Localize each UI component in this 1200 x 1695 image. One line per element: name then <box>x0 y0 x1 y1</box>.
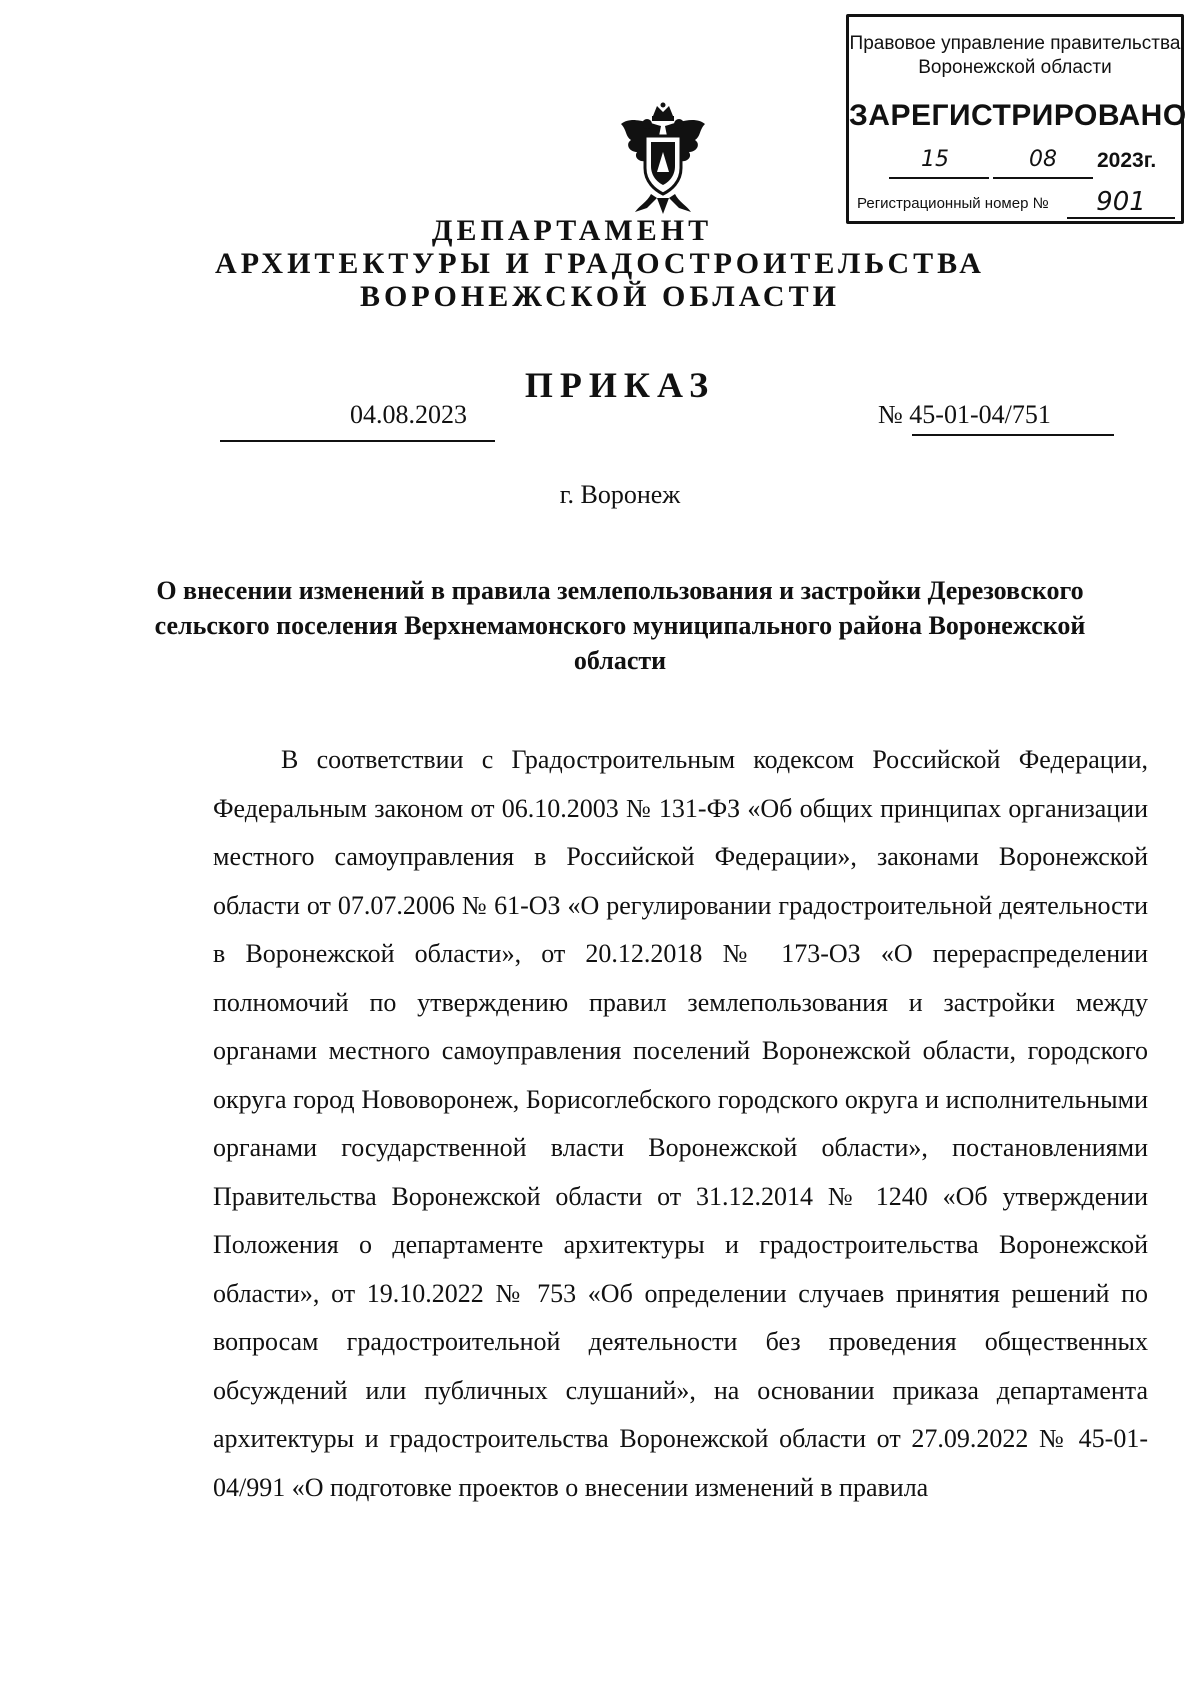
registration-stamp <box>846 14 1187 224</box>
document-title: О внесении изменений в правила землепользования и застройки Дерезовского сельского поселения Верхнемамонского муниципального района Воронежской области <box>154 576 1086 675</box>
department-title-line3: ВОРОНЕЖСКОЙ ОБЛАСТИ <box>360 280 840 313</box>
order-number: № 45-01-04/751 <box>878 400 1051 429</box>
stamp-date-month-underline <box>993 177 1093 179</box>
stamp-org-line1: Правовое управление правительства <box>849 33 1181 54</box>
stamp-date-month: 08 <box>1029 147 1057 172</box>
order-date-underline <box>220 440 495 442</box>
order-date: 04.08.2023 <box>350 400 467 429</box>
stamp-date-day: 15 <box>921 147 949 172</box>
stamp-date <box>889 147 1161 181</box>
stamp-reg-number: 901 <box>1096 187 1146 217</box>
coat-of-arms-emblem <box>617 102 709 216</box>
document-body-paragraph: В соответствии с Градостроительным кодексом Российской Федерации, Федеральным законом от 06.10.2003 № 131-ФЗ «Об общих принципах организации местного самоуправления в Российской Федерации», законами Воронежской области от 07.07.2006 № 61-ОЗ «О регулировании градостроительной деятельности в Воронежской области», от 20.12.2018 № 173-ОЗ «О перераспределении полномочий по утверждению правил землепользования и застройки между органами местного самоуправления поселений Воронежской области, городского округа город Нововоронеж, Борисоглебского городского округа и исполнительными органами государственной власти Воронежской области», постановлениями Правительства Воронежской области от 31.12.2014 № 1240 «Об утверждении Положения о департаменте архитектуры и градостроительства Воронежской области», от 19.10.2022 № 753 «Об определении случаев принятия решений по вопросам градостроительной деятельности без проведения общественных обсуждений или публичных слушаний», на основании приказа департамента архитектуры и градостроительства Воронежской области от 27.09.2022 № 45-01-04/991 «О подготовке проектов о внесении изменений в правила <box>213 745 1148 1502</box>
order-heading: ПРИКАЗ <box>524 365 716 405</box>
stamp-date-day-underline <box>889 177 989 179</box>
department-title-line2: АРХИТЕКТУРЫ И ГРАДОСТРОИТЕЛЬСТВА <box>215 247 985 280</box>
stamp-date-year: 2023г. <box>1097 149 1157 172</box>
stamp-status: ЗАРЕГИСТРИРОВАНО <box>849 99 1187 132</box>
order-number-underline <box>912 434 1114 436</box>
order-city: г. Воронеж <box>559 480 681 509</box>
stamp-org-line2: Воронежской области <box>918 57 1112 78</box>
department-title-line1: ДЕПАРТАМЕНТ <box>431 214 713 247</box>
stamp-reg-label: Регистрационный номер № <box>857 195 1049 212</box>
